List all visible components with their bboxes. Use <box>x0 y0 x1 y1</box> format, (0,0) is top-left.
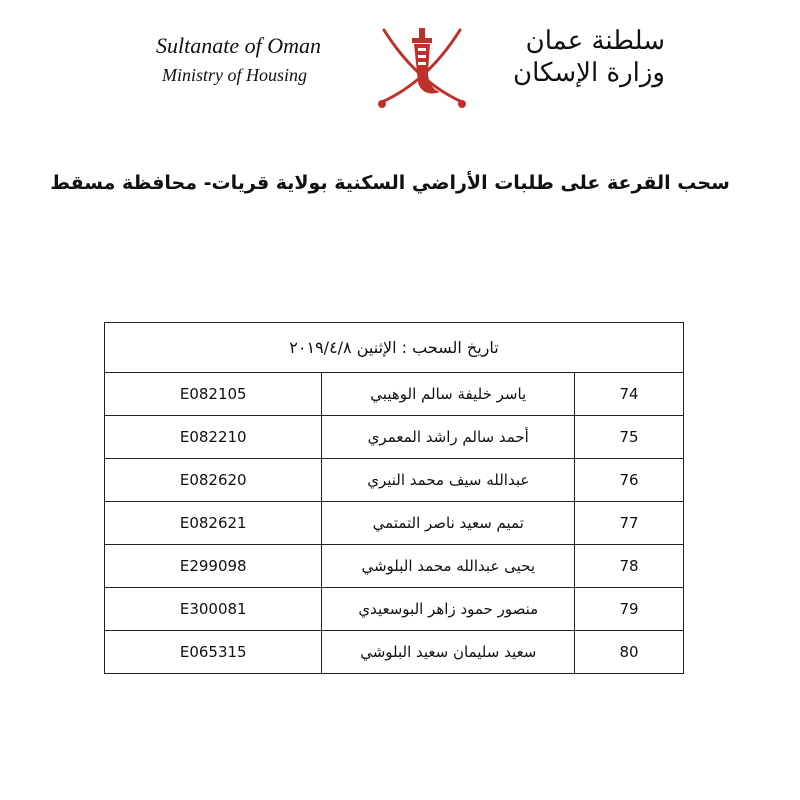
document-title: سحب القرعة على طلبات الأراضي السكنية بولاية قريات- محافظة مسقط <box>50 172 730 194</box>
applicant-name: منصور حمود زاهر البوسعيدي <box>322 588 575 631</box>
table-row <box>105 588 684 631</box>
table-row <box>105 373 684 416</box>
applicant-name: عبدالله سيف محمد النيري <box>322 459 575 502</box>
table-row <box>105 416 684 459</box>
row-number: 76 <box>575 459 684 502</box>
header-country-ar: سلطنة عمان <box>525 26 665 56</box>
oman-national-emblem-icon <box>374 22 470 112</box>
row-number: 78 <box>575 545 684 588</box>
header-ministry-en: Ministry of Housing <box>162 65 308 85</box>
applicant-name: تميم سعيد ناصر التمتمي <box>322 502 575 545</box>
row-number: 74 <box>575 373 684 416</box>
table-row <box>105 545 684 588</box>
table-row <box>105 459 684 502</box>
applicant-name: سعيد سليمان سعيد البلوشي <box>322 631 575 674</box>
row-number: 77 <box>575 502 684 545</box>
application-code: E082621 <box>105 502 322 545</box>
application-code: E082105 <box>105 373 322 416</box>
header-ministry-ar: وزارة الإسكان <box>513 58 665 88</box>
applicant-name: ياسر خليفة سالم الوهيبي <box>322 373 575 416</box>
applicant-name: أحمد سالم راشد المعمري <box>322 416 575 459</box>
draw-date-row <box>105 323 684 373</box>
table-row <box>105 502 684 545</box>
application-code: E082210 <box>105 416 322 459</box>
application-code: E082620 <box>105 459 322 502</box>
row-number: 80 <box>575 631 684 674</box>
application-code: E299098 <box>105 545 322 588</box>
table-row <box>105 631 684 674</box>
results-table <box>104 322 684 674</box>
applicant-name: يحيى عبدالله محمد البلوشي <box>322 545 575 588</box>
draw-date: تاريخ السحب : الإثنين ٢٠١٩/٤/٨ <box>105 323 684 373</box>
header-arabic <box>505 26 665 88</box>
row-number: 75 <box>575 416 684 459</box>
row-number: 79 <box>575 588 684 631</box>
header-english <box>140 33 340 86</box>
header-country-en: Sultanate of Oman <box>156 33 321 58</box>
application-code: E065315 <box>105 631 322 674</box>
application-code: E300081 <box>105 588 322 631</box>
